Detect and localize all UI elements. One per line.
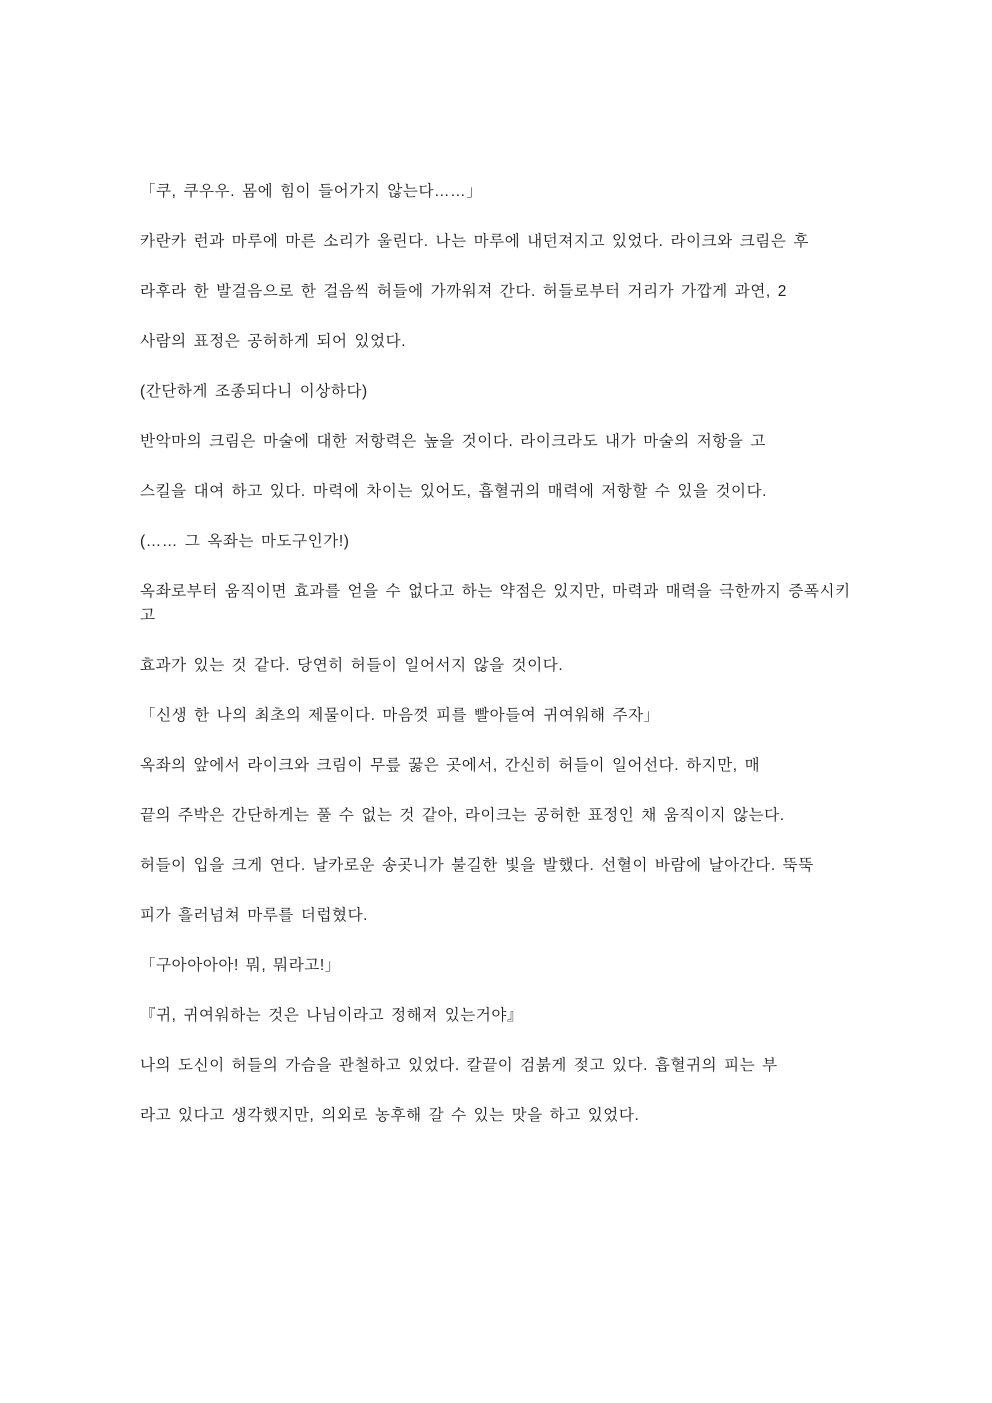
paragraph: 카란카 런과 마루에 마른 소리가 울린다. 나는 마루에 내던져지고 있었다. 라이크와 크림은 후 bbox=[140, 233, 809, 251]
paragraph: 『귀, 귀여워하는 것은 나님이라고 정해져 있는거야』 bbox=[140, 1007, 524, 1025]
paragraph: 효과가 있는 것 같다. 당연히 허들이 일어서지 않을 것이다. bbox=[140, 657, 564, 675]
document-body bbox=[140, 180, 852, 1128]
paragraph: (…… 그 옥좌는 마도구인가!) bbox=[140, 533, 350, 551]
paragraph: 스킬을 대여 하고 있다. 마력에 차이는 있어도, 흡혈귀의 매력에 저항할 수 있을 것이다. bbox=[140, 483, 768, 501]
paragraph: 라고 있다고 생각했지만, 의외로 농후해 갈 수 있는 맛을 하고 있었다. bbox=[140, 1107, 640, 1125]
paragraph: 「구아아아아! 뭐, 뭐라고!」 bbox=[140, 957, 341, 975]
paragraph: (간단하게 조종되다니 이상하다) bbox=[140, 383, 368, 401]
paragraph: 옥좌로부터 움직이면 효과를 얻을 수 없다고 하는 약점은 있지만, 마력과 매력을 극한까지 증폭시키고 bbox=[140, 583, 851, 625]
paragraph: 반악마의 크림은 마술에 대한 저항력은 높을 것이다. 라이크라도 내가 마술의 저항을 고 bbox=[140, 433, 766, 451]
paragraph: 옥좌의 앞에서 라이크와 크림이 무릎 꿇은 곳에서, 간신히 허들이 일어선다. 하지만, 매 bbox=[140, 757, 761, 775]
paragraph: 끝의 주박은 간단하게는 풀 수 없는 것 같아, 라이크는 공허한 표정인 채 움직이지 않는다. bbox=[140, 807, 785, 825]
paragraph: 「신생 한 나의 최초의 제물이다. 마음껏 피를 빨아들여 귀여워해 주자」 bbox=[140, 707, 660, 725]
paragraph: 허들이 입을 크게 연다. 날카로운 송곳니가 불길한 빛을 발했다. 선혈이 바람에 날아간다. 뚝뚝 bbox=[140, 857, 814, 875]
paragraph: 사람의 표정은 공허하게 되어 있었다. bbox=[140, 333, 407, 351]
paragraph: 나의 도신이 허들의 가슴을 관철하고 있었다. 칼끝이 검붉게 젖고 있다. 흡혈귀의 피는 부 bbox=[140, 1057, 778, 1075]
paragraph: 「쿠, 쿠우우. 몸에 힘이 들어가지 않는다……」 bbox=[140, 183, 483, 200]
paragraph: 라후라 한 발걸음으로 한 걸음씩 허들에 가까워져 간다. 허들로부터 거리가 가깝게 과연, 2 bbox=[140, 283, 787, 301]
paragraph: 피가 흘러넘쳐 마루를 더럽혔다. bbox=[140, 907, 369, 925]
